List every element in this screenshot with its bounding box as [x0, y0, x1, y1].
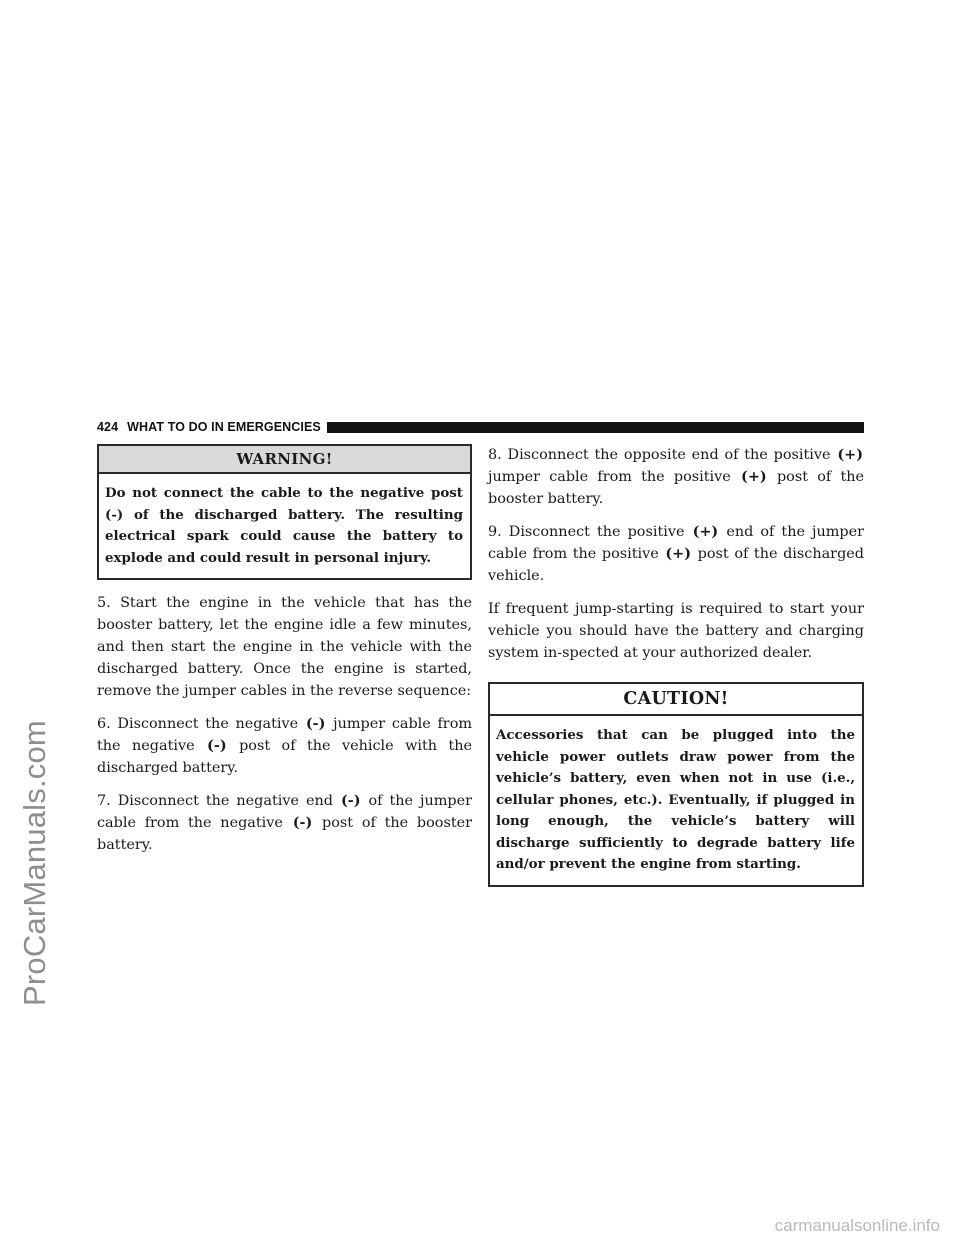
- bottom-watermark: carmanualsonline.info: [774, 1216, 940, 1235]
- right-column: [488, 444, 864, 899]
- step-9: 9. Disconnect the positive (+) end of the jumper cable from the positive (+) post of the discharged vehicle.: [488, 523, 865, 584]
- header-rule: [327, 422, 864, 433]
- warning-title: WARNING!: [99, 446, 470, 474]
- section-title: WHAT TO DO IN EMERGENCIES: [127, 420, 321, 434]
- left-column: [97, 444, 472, 867]
- page-number: 424: [97, 420, 119, 434]
- warning-box: [97, 444, 472, 580]
- step-6: 6. Disconnect the negative (-) jumper cable from the negative (-) post of the vehicle with the discharged battery.: [97, 715, 473, 776]
- caution-title: CAUTION!: [490, 684, 862, 716]
- header-text: [97, 420, 321, 434]
- step-8: 8. Disconnect the opposite end of the positive (+) jumper cable from the positive (+) post of the booster battery.: [488, 446, 865, 507]
- caution-text: Accessories that can be plugged into the vehicle power outlets draw power from the vehicle’s battery, even when not in use (i.e., cellular phones, etc.). Eventually, if plugged in long enough, the vehicle’s battery will discharge sufficiently to degrade battery life and/or prevent the engine from starting.: [496, 727, 855, 872]
- caution-box: [488, 682, 864, 887]
- warning-text: Do not connect the cable to the negative post (-) of the discharged battery. The resulting electrical spark could cause the battery to explode and could result in personal injury.: [105, 485, 463, 566]
- side-watermark: ProCarManuals.com: [17, 720, 52, 1006]
- step-7: 7. Disconnect the negative end (-) of the jumper cable from the negative (-) post of the booster battery.: [97, 792, 473, 853]
- step-5: 5. Start the engine in the vehicle that has the booster battery, let the engine idle a few minutes, and then start the engine in the vehicle with the discharged battery. Once the engine is started, remove the jumper cables in the reverse sequence:: [97, 595, 472, 699]
- page-header: [97, 419, 864, 435]
- frequent-jump-start-note: If frequent jump-starting is required to start your vehicle you should have the battery and charging system in-spected at your authorized dealer.: [488, 601, 864, 661]
